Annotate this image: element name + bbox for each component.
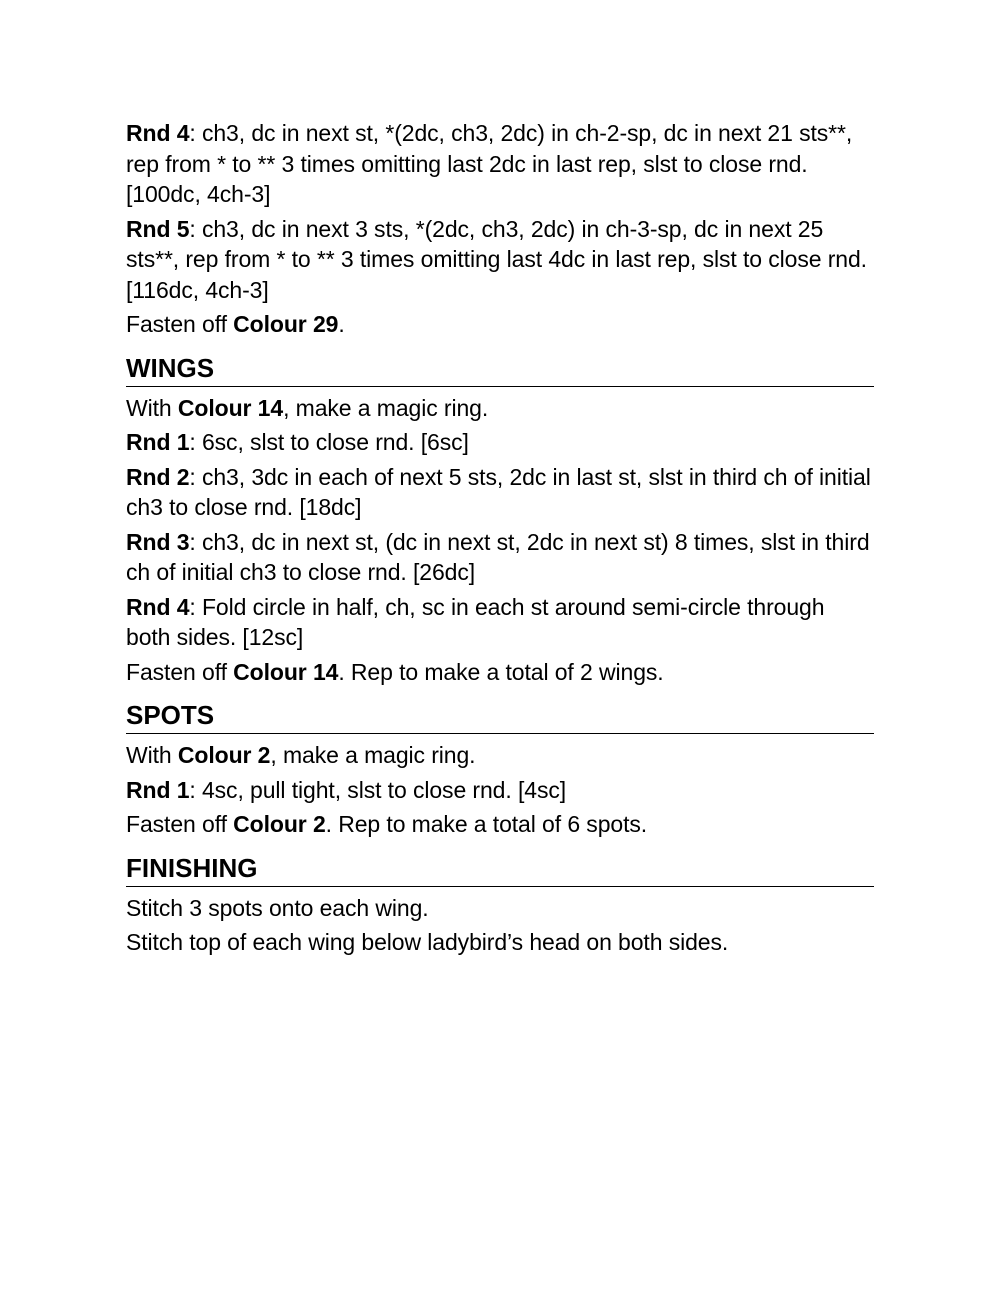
colour-label: Colour 29 (233, 311, 339, 337)
section-heading-spots: SPOTS (126, 699, 874, 734)
round-label: Rnd 4 (126, 120, 190, 146)
round-text: : ch3, dc in next 3 sts, *(2dc, ch3, 2dc) in ch-3-sp, dc in next 25 sts**, rep from * to ** 3 times omitting last 4dc in last rep, slst to close rnd. [116dc, 4ch-3] (126, 215, 867, 303)
round-instruction (126, 592, 874, 653)
round-instruction (126, 462, 874, 523)
intro-instruction (126, 393, 874, 424)
round-label: Rnd 5 (126, 215, 190, 242)
intro-text: , make a magic ring. (283, 394, 489, 421)
round-label: Rnd 2 (126, 463, 190, 490)
section-heading-wings: WINGS (126, 352, 874, 387)
round-label: Rnd 4 (126, 593, 190, 620)
spots-section (126, 740, 874, 840)
colour-label: Colour 14 (177, 394, 284, 421)
finishing-instruction: Stitch 3 spots onto each wing. (126, 894, 429, 921)
intro-text: With (126, 394, 178, 421)
intro-text: With (126, 742, 178, 768)
intro-instruction (126, 740, 874, 771)
round-instruction (126, 427, 874, 458)
round-label: Rnd 1 (126, 429, 190, 455)
intro-text: , make a magic ring. (270, 742, 476, 768)
colour-label: Colour 2 (177, 742, 271, 768)
colour-label: Colour 14 (233, 658, 339, 685)
round-instruction (126, 118, 874, 210)
fasten-text: Fasten off (126, 658, 234, 685)
finishing-instruction: Stitch top of each wing below ladybird’s head on both sides. (126, 929, 729, 955)
round-text: : ch3, dc in next st, *(2dc, ch3, 2dc) in ch-2-sp, dc in next 21 sts**, rep from * to ** 3 times omitting last 2dc in last rep, slst to close rnd. [100dc, 4ch-3] (126, 120, 853, 207)
fasten-off-instruction (126, 657, 874, 688)
wings-section (126, 393, 874, 688)
section-heading-finishing: FINISHING (126, 852, 874, 887)
pattern-page (126, 118, 874, 962)
round-instruction (126, 527, 874, 588)
colour-label: Colour 2 (233, 811, 326, 837)
fasten-text: Fasten off (126, 311, 234, 337)
round-text: : ch3, dc in next st, (dc in next st, 2dc in next st) 8 times, slst in third ch of initial ch3 to close rnd. [26dc] (126, 528, 870, 585)
finishing-section (126, 893, 874, 958)
fasten-text: . Rep to make a total of 2 wings. (338, 658, 664, 685)
fasten-text: . (338, 311, 345, 337)
round-instruction (126, 214, 874, 306)
round-text: : 6sc, slst to close rnd. [6sc] (189, 429, 469, 455)
round-text: : ch3, 3dc in each of next 5 sts, 2dc in last st, slst in third ch of initial ch3 to close rnd. [18dc] (126, 463, 871, 520)
fasten-text: . Rep to make a total of 6 spots. (325, 811, 648, 837)
fasten-off-instruction (126, 309, 874, 340)
round-text: : Fold circle in half, ch, sc in each st around semi-circle through both sides. [12sc] (126, 593, 825, 650)
round-instruction (126, 775, 874, 806)
round-label: Rnd 1 (126, 776, 190, 803)
fasten-off-instruction (126, 809, 874, 840)
round-text: : 4sc, pull tight, slst to close rnd. [4sc] (189, 776, 567, 803)
fasten-text: Fasten off (126, 811, 234, 837)
round-label: Rnd 3 (126, 528, 190, 555)
